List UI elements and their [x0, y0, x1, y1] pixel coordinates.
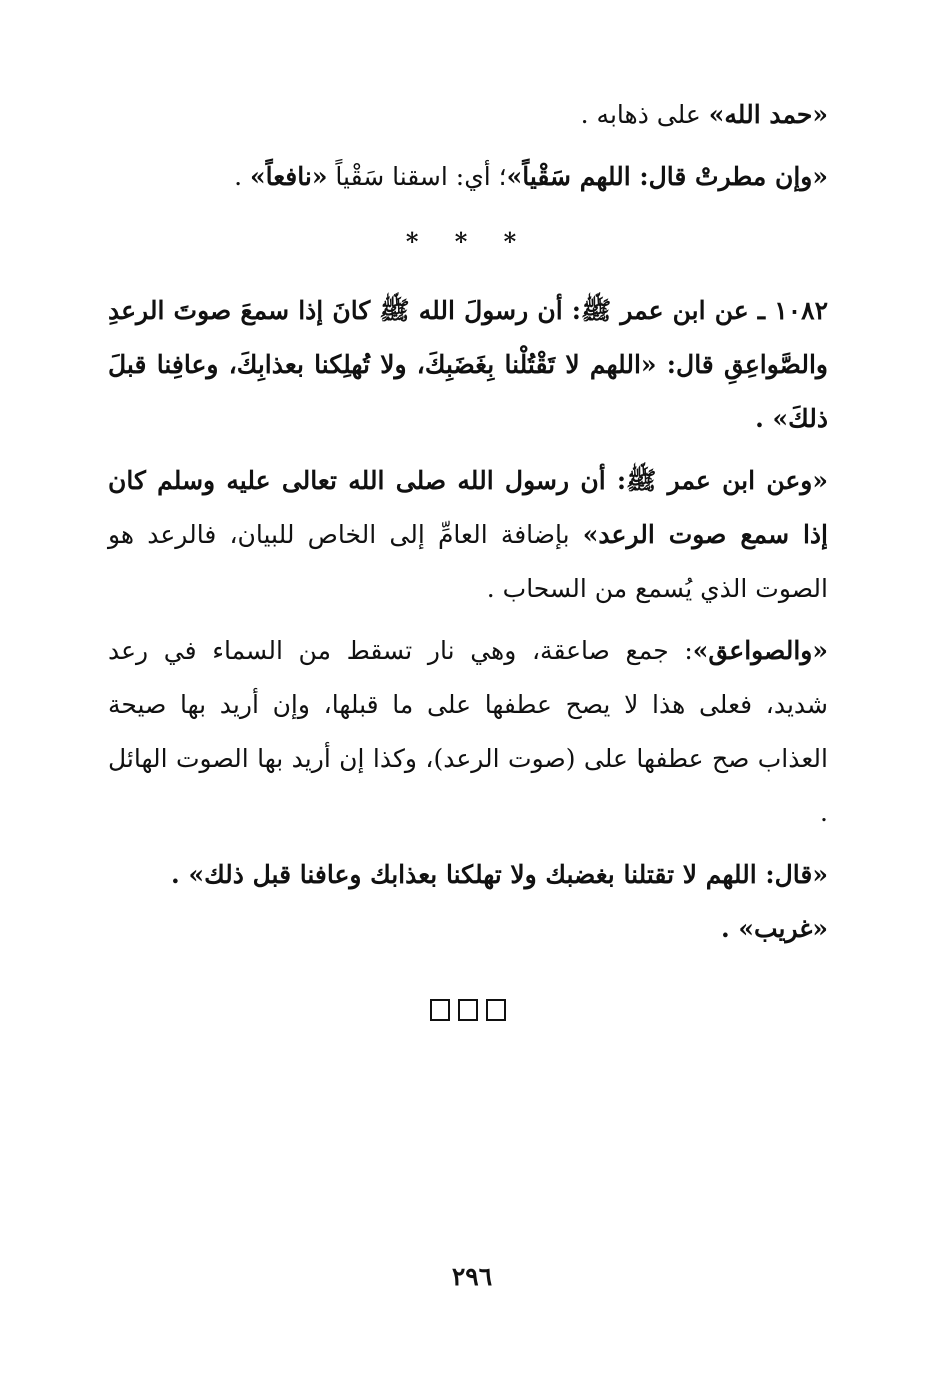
quoted-text: «قال: اللهم لا تقتلنا بغضبك ولا تهلكنا بعذابك وعافنا قبل ذلك»	[188, 860, 828, 889]
paragraph-gharib	[108, 902, 828, 956]
quoted-text: «غريب»	[738, 914, 828, 943]
paragraph-rain	[108, 150, 828, 204]
commentary-text: ؛ أي: اسقنا سَقْياً	[327, 162, 507, 191]
end-ornament	[108, 994, 828, 1024]
square-icon	[430, 999, 450, 1021]
hadith-1082: ١٠٨٢ ـ عن ابن عمر ﷺ: أن رسولَ الله ﷺ كانَ إذا سمعَ صوتَ الرعدِ والصَّواعِقِ قال: «اللهم لا تَقْتُلْنا بِغَضَبِكَ، ولا تُهلِكنا بعذابِكَ، وعافِنا قبلَ ذلكَ» .	[108, 296, 828, 433]
quoted-text: «والصواعق»	[692, 636, 828, 665]
square-icon	[458, 999, 478, 1021]
quoted-text: «وإن مطرتْ قال: اللهم سَقْياً»	[506, 162, 828, 191]
section-separator: * * *	[405, 227, 531, 256]
paragraph-hamd	[108, 88, 828, 142]
page-content	[108, 88, 828, 1024]
paragraph-sawaiq	[108, 624, 828, 840]
commentary-text: .	[171, 860, 189, 889]
commentary-text: بإضافة العامِّ إلى الخاص للبيان، فالرعد هو الصوت الذي يُسمع من السحاب .	[108, 520, 828, 603]
paragraph-qala	[108, 848, 828, 902]
commentary-text: .	[234, 162, 250, 191]
quoted-text: «حمد الله»	[708, 100, 828, 129]
commentary-text: : جمع صاعقة، وهي نار تسقط من السماء في رعد شديد، فعلى هذا لا يصح عطفها على ما قبلها، وإن أريد بها صيحة العذاب صح عطفها على (صوت الرعد)، وكذا إن أريد بها الصوت الهائل .	[108, 636, 828, 827]
commentary-text: .	[720, 914, 739, 943]
paragraph-ibn-umar	[108, 454, 828, 616]
page-number: ٢٩٦	[451, 1262, 493, 1291]
quoted-text: «نافعاً»	[250, 162, 328, 191]
commentary-text: على ذهابه .	[580, 100, 709, 129]
quoted-text: «وعن ابن عمر ﷺ: أن رسول الله صلى الله تعالى عليه وسلم كان إذا سمع صوت الرعد»	[108, 466, 828, 549]
square-icon	[486, 999, 506, 1021]
